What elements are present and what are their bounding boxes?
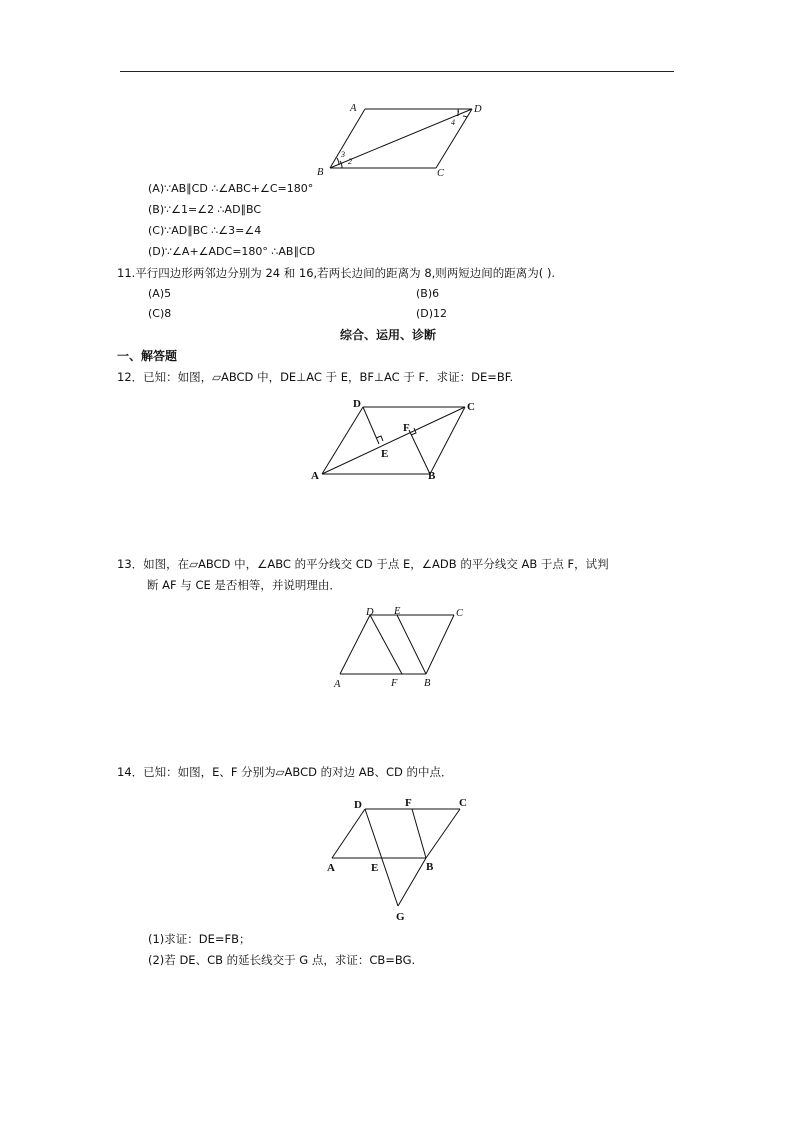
section-subtitle: 一、解答题 <box>117 349 178 363</box>
q11-option-a: (A)5 <box>148 287 172 300</box>
q10-option-b: (B)∵∠1=∠2 ∴AD∥BC <box>148 203 262 216</box>
q10-label-a: A <box>350 103 357 114</box>
q14-label-a: A <box>327 862 335 874</box>
q10-label-b: B <box>317 167 324 178</box>
q13-side-ad <box>340 615 370 674</box>
q11-option-b: (B)6 <box>416 287 440 300</box>
q14-label-f: F <box>405 797 412 809</box>
q14-part-2: (2)若 DE、CB 的延长线交于 G 点，求证：CB=BG. <box>148 953 416 967</box>
q13-label-f: F <box>391 678 398 689</box>
q14-label-e: E <box>371 862 379 874</box>
q11-option-c: (C)8 <box>148 307 172 320</box>
section-title: 综合、运用、诊断 <box>340 328 437 342</box>
q12-segment-bf <box>409 430 430 474</box>
q10-angle-4: 4 <box>451 118 455 127</box>
q13-segment-be <box>397 615 426 674</box>
q12-question: 12．已知：如图，▱ABCD 中，DE⊥AC 于 E，BF⊥AC 于 F．求证：DE=BF. <box>117 370 514 384</box>
q10-label-d: D <box>474 104 482 115</box>
q14-side-bc <box>426 809 460 858</box>
q11-question: 11.平行四边形两邻边分别为 24 和 16,若两长边间的距离为 8,则两短边间的距离为( ). <box>117 266 556 280</box>
q10-option-d: (D)∵∠A+∠ADC=180° ∴AB∥CD <box>148 245 316 258</box>
q14-figure <box>320 790 480 925</box>
q12-side-bc <box>430 407 465 474</box>
q14-label-d: D <box>354 799 362 811</box>
q13-side-bc <box>426 615 454 674</box>
q12-diagonal-ac <box>322 407 465 474</box>
q13-label-b: B <box>424 678 431 689</box>
q13-label-a: A <box>334 679 341 690</box>
q13-label-d: D <box>366 607 374 618</box>
q11-option-d: (D)12 <box>416 307 448 320</box>
q10-angle-2: 2 <box>348 157 352 166</box>
q10-figure <box>310 98 490 178</box>
q13-segment-df <box>370 615 402 674</box>
q14-label-g: G <box>396 911 405 923</box>
q12-label-d: D <box>353 398 361 410</box>
q12-label-e: E <box>381 448 389 460</box>
q14-segment-fb <box>412 809 426 858</box>
q12-figure <box>310 395 490 485</box>
header-rule <box>120 71 674 72</box>
q10-label-c: C <box>437 168 445 178</box>
q14-part-1: (1)求证：DE=FB； <box>148 932 251 946</box>
q13-label-e: E <box>394 606 401 617</box>
q14-question: 14．已知：如图，E、F 分别为▱ABCD 的对边 AB、CD 的中点． <box>117 765 453 779</box>
q10-angle-3: 3 <box>341 150 345 159</box>
q10-angle-1: 1 <box>456 109 460 118</box>
q12-label-b: B <box>428 470 436 482</box>
q14-segment-bg <box>398 858 426 906</box>
q13-question-line1: 13．如图，在▱ABCD 中，∠ABC 的平分线交 CD 于点 E，∠ADB 的平分线交 AB 于点 F，试判 <box>117 557 609 571</box>
q14-label-c: C <box>459 797 467 809</box>
q13-figure <box>320 600 480 695</box>
q10-option-a: (A)∵AB∥CD ∴∠ABC+∠C=180° <box>148 182 314 195</box>
q13-label-c: C <box>456 608 464 619</box>
q14-side-ad <box>332 809 365 858</box>
q12-label-a: A <box>311 470 319 482</box>
q12-label-f: F <box>403 422 410 434</box>
q12-label-c: C <box>467 401 475 413</box>
q14-label-b: B <box>426 861 434 873</box>
q12-segment-de <box>363 407 379 444</box>
q10-option-c: (C)∵AD∥BC ∴∠3=∠4 <box>148 224 262 237</box>
q13-question-line2: 断 AF 与 CE 是否相等，并说明理由． <box>147 578 341 592</box>
